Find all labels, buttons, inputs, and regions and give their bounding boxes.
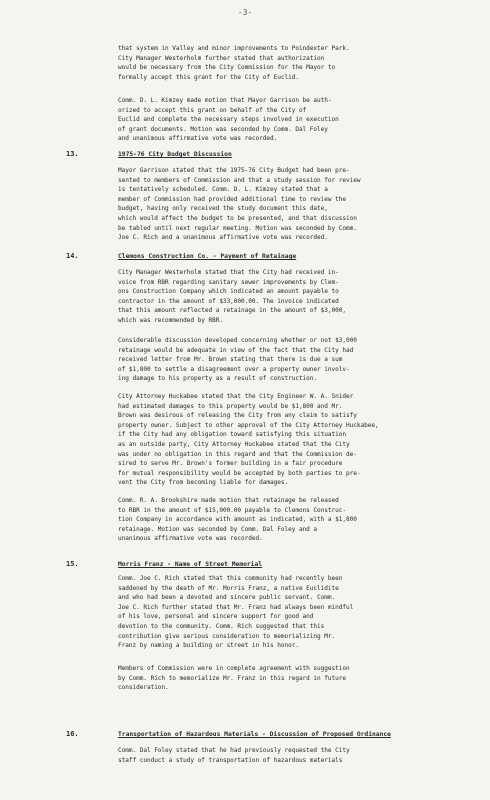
paragraph-memorial: Comm. Joe C. Rich stated that this community had recently been saddened by the death of Mr. Morris Franz, a native Euclidite and who had been a devoted and sincere public servant. Comm. Joe C. Rich further stated that Mr. Franz had always been mindful of his love, personal and sincere support for good and devotion to the community. Comm. Rich suggested that this contribution give serious consideration to memorializing Mr. Franz by naming a building or street in his honor.: [118, 575, 354, 650]
paragraph-memorial-agreement: Members of Commission were in complete agreement with suggestion by Comm. Rich to memorialize Mr. Franz in this regard in future consideration.: [118, 665, 350, 692]
item-number-14: 14.: [66, 252, 79, 260]
paragraph-hazardous: Comm. Dal Foley stated that he had previously requested the City staff conduct a study of transportation of hazardous materials: [118, 747, 350, 764]
paragraph-grant-motion: Comm. D. L. Kimzey made motion that Mayor Garrison be auth- orized to accept this grant on behalf of the City of Euclid and complete the necessary steps involved in execution of grant documents. Motion was seconded by Comm. Dal Foley and unanimous affirmative vote was recorded.: [118, 97, 339, 143]
paragraph-retainage-attorney: City Attorney Huckabee stated that the City Engineer W. A. Snider had estimated damages to this property would be $1,800 and Mr. Brown was desirous of releasing the City from any claim to satisfy property owner. Subject to other approval of the City Attorney Huckabee, if the City had any obligation toward satisfying this situation as an outside party, City Attorney Huckabee stated that the City was under no obligation in this regard and that the Commission de- sired to serve Mr. Brown's former building in a fair procedure for mutual responsibility would be accepted by both parties to pre- vent the City from becoming liable for damages.: [118, 393, 379, 487]
item-heading-hazardous: Transportation of Hazardous Materials - Discussion of Proposed Ordinance: [118, 731, 391, 738]
item-heading-memorial: Morris Franz - Name of Street Memorial: [118, 561, 263, 568]
item-number-13: 13.: [66, 150, 79, 158]
paragraph-budget: Mayor Garrison stated that the 1975-76 City Budget had been pre- sented to members of Commission and that a study session for review is tentatively scheduled. Comm. D. L. Kimzey stated that a member of Commission had provided additional time to review the budget, having only received the study document this date, which would affect the budget to be presented, and that discussion be tabled until next regular meeting. Motion was seconded by Comm. Joe C. Rich and a unanimous affirmative vote was recorded.: [118, 167, 361, 242]
paragraph-retainage-motion: Comm. R. A. Brookshire made motion that retainage be released to RBR in the amount of $15,000.00 payable to Clemons Construc- tion Company in accordance with amount as indicated, with a $1,800 retainage. Motion was seconded by Comm. Dal Foley and a unanimous affirmative vote was recorded.: [118, 497, 357, 543]
paragraph-retainage-discussion: Considerable discussion developed concerning whether or not $3,000 retainage would be adequate in view of the fact that the City had received letter from Mr. Brown stating that there is due a sum of $1,800 to settle a disagreement over a property owner involv- ing damage to his property as a result of construction.: [118, 337, 357, 383]
paragraph-grant-intro: that system in Valley and minor improvements to Poindexter Park. City Manager Westerholm further stated that authorization would be necessary from the City Commission for the Mayor to formally accept this grant for the City of Euclid.: [118, 45, 350, 81]
paragraph-retainage-invoice: City Manager Westerholm stated that the City had received in- voice from RBR regarding sanitary sewer improvements by Clem- ons Construction Company which indicated an amount payable to contractor in the amount of $33,000.00. The invoice indicated that this amount reflected a retainage in the amount of $3,000, which was recommended by RBR.: [118, 269, 346, 324]
item-number-16: 16.: [66, 730, 79, 738]
page-number: -3-: [237, 8, 253, 17]
item-heading-budget: 1975-76 City Budget Discussion: [118, 151, 232, 158]
item-number-15: 15.: [66, 560, 79, 568]
item-heading-retainage: Clemons Construction Co. - Payment of Retainage: [118, 253, 297, 260]
